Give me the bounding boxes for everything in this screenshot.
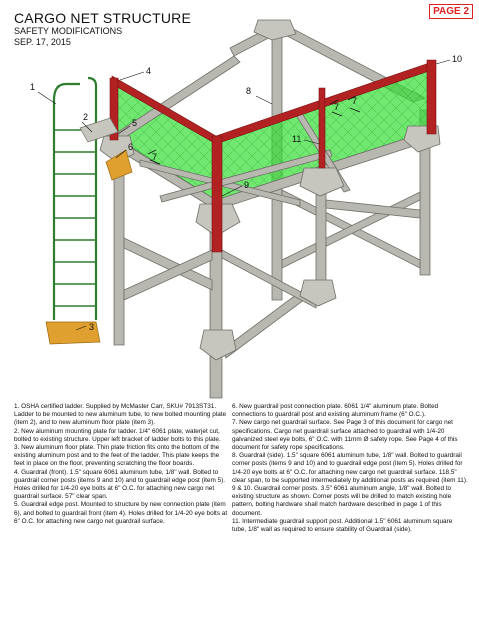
callout-7b: 7 [334,102,340,112]
guardrail-corner-post-10 [427,60,436,134]
document-subtitle: SAFETY MODIFICATIONS [14,26,123,36]
notes-left-column [14,403,228,526]
note-7: 7. New cargo net guardrail surface. See Page 3 of this document for cargo net specifications. Cargo net guardrail surface attached to guardrail with 1/4-20 galvanized steel eye bolts, 6" O.C. with 11mm Ø safety rope. See Page 4 of this document for safety rope specifications. [232,419,458,452]
callout-7c: 7 [352,96,358,106]
callout-4: 4 [146,66,152,76]
note-1: 1. OSHA certified ladder. Supplied by McMaster Carr, SKU# 7913ST31. Ladder to be mounted to new aluminum tube, to new bolted mounting plate (item 2), and to new aluminum floor plate (item 3). [14,403,227,427]
notes-right-column [232,403,468,534]
note-5: 5. Guardrail edge post. Mounted to structure by new connection plate (item 6), and bolted to guardrail front (item 4). Holes drilled for 1/4-20 eye bolts at 6" O.C. for attaching new cargo net guardrail surface. [14,501,228,525]
page-badge: PAGE 2 [429,4,473,19]
note-4: 4. Guardrail (front). 1.5" square 6061 aluminum tube, 1/8" wall. Bolted to guardrail corner posts (items 9 and 10) and to guardrail edge post (item 5). Holes drilled for 1/4-20 eye bolts at 6" O.C. for attaching new cargo net guardrail surface. 57" clear span. [14,468,226,501]
note-8: 8. Guardrail (side). 1.5" square 6061 aluminum tube, 1/8" wall. Bolted to guardrail corner posts (items 9 and 10) and to guardrail edge post (item 5). Holes drilled for 1/4-20 eye bolts at 6" O.C. for attaching new cargo net guardrail surface. 118.5" clear span, to be supported intermediately by additional posts as required (item 11). [232,452,468,484]
note-2: 2. New aluminum mounting plate for ladder. 1/4" 6061 plate, waterjet cut, bolted to existing structure. Upper left bracket of ladder bolts to this plate. [14,427,221,443]
guardrail-corner-post-9 [212,136,222,252]
ladder [54,78,96,320]
note-9-10: 9 & 10. Guardrail corner posts. 3.5" 6061 aluminum angle, 1/8" wall. Bolted to existing structure as shown. Corner posts will be drilled to match existing hole pattern, bolting hardware shall match hardware described in page 1 of this document. [232,485,452,517]
callout-10: 10 [452,54,463,64]
callout-8: 8 [246,86,252,96]
note-3: 3. New aluminum floor plate. Thin plate friction fits onto the bottom of the existing aluminum post and to the feet of the ladder. This plate keeps the feet in place on the floor, preventing scratching the floor boards. [14,444,220,468]
callout-6: 6 [128,142,134,152]
callout-7a: 7 [152,152,158,162]
callout-5: 5 [132,118,138,128]
callout-9: 9 [244,180,250,190]
document-date: SEP. 17, 2015 [14,37,71,47]
callout-1: 1 [30,82,36,92]
intermediate-post [319,88,325,168]
note-11: 11. Intermediate guardrail support post. Additional 1.5" 6061 aluminum square tube, 1/8" wall as required to ensure stability of Guardrail (side). [232,517,453,534]
callout-3: 3 [89,322,95,332]
note-6: 6. New guardrail post connection plate. 6061 1/4" aluminum plate. Bolted connections to guardrail post and existing aluminum frame (6" O.C.). [232,403,439,419]
document-title: CARGO NET STRUCTURE [14,10,191,26]
callout-11: 11 [292,134,302,144]
callout-2: 2 [83,112,89,122]
